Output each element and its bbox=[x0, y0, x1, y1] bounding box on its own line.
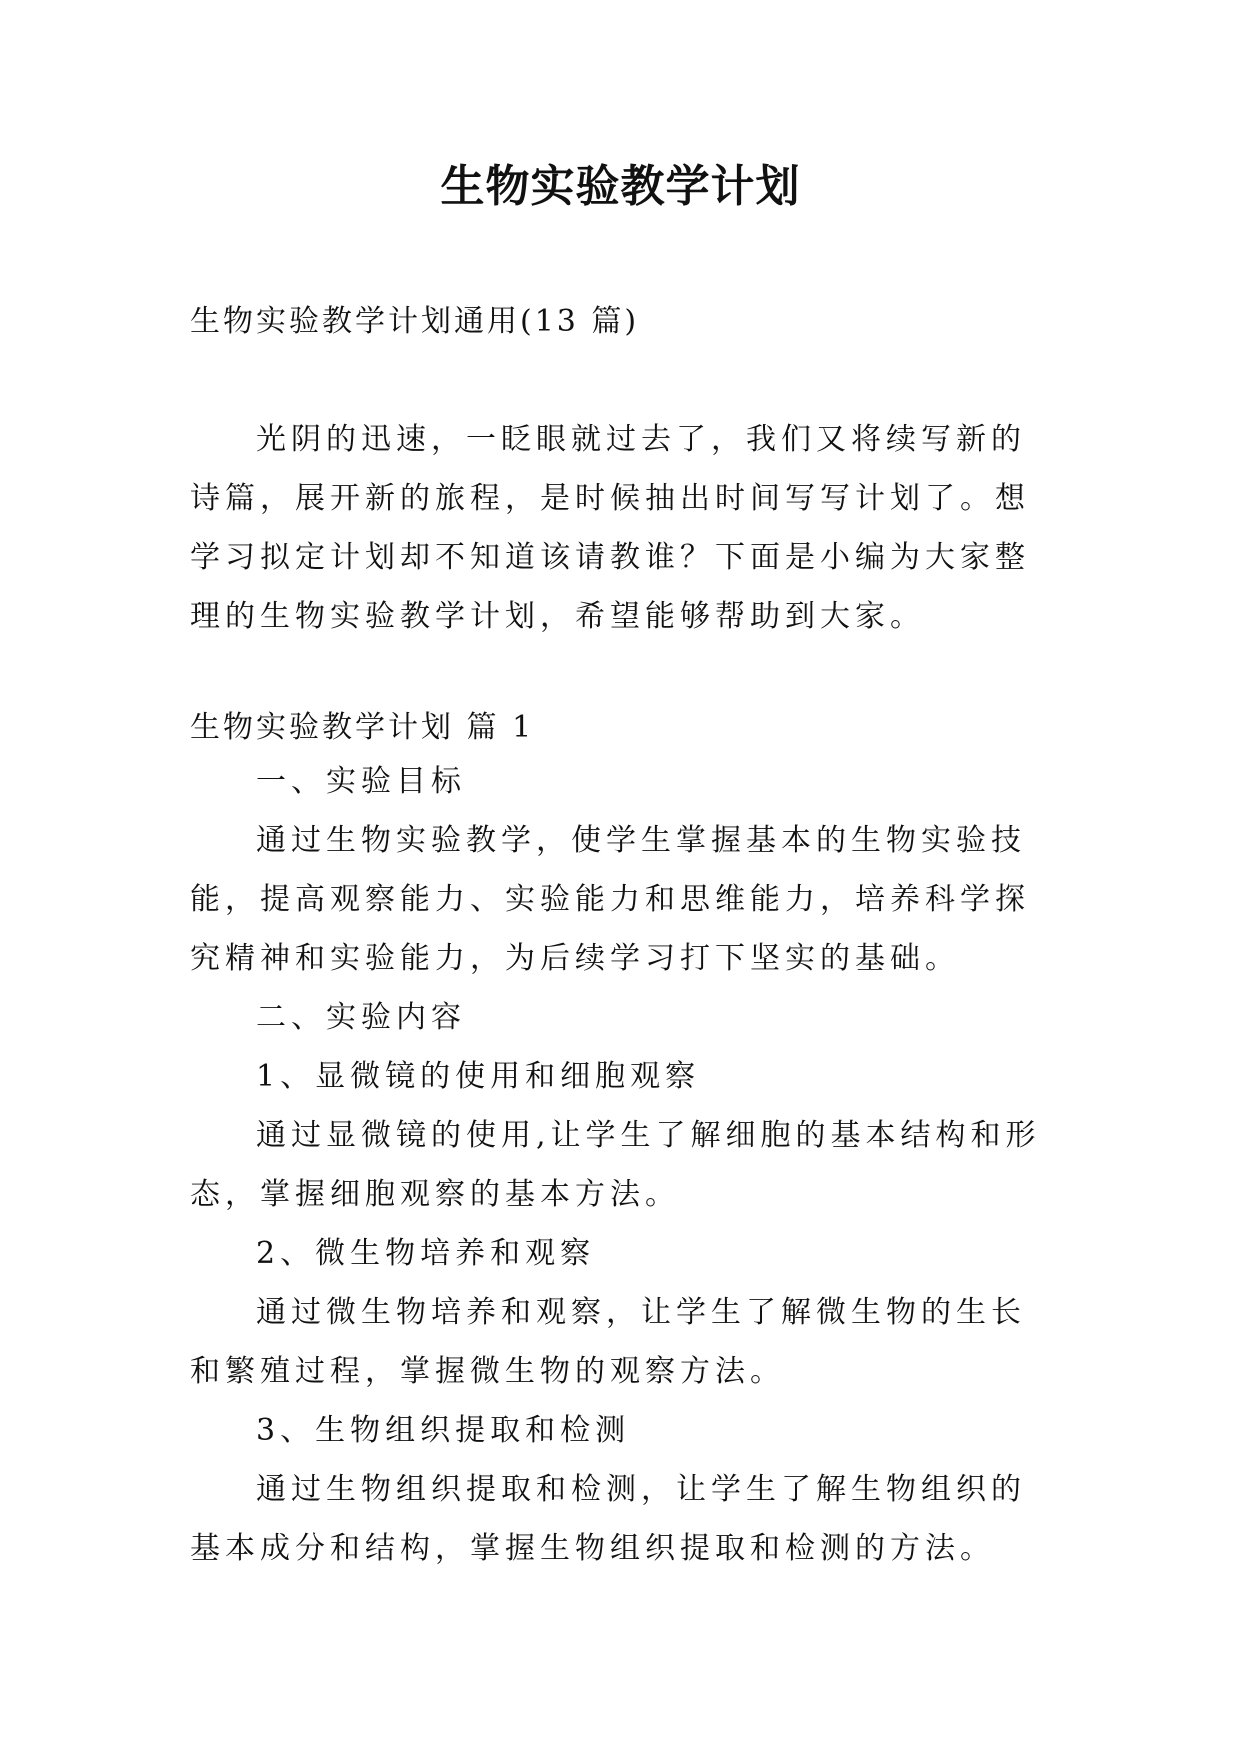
paragraph-tissue-extraction: 通过生物组织提取和检测，让学生了解生物组织的基本成分和结构，掌握生物组织提取和检测的方法。 bbox=[190, 1472, 1026, 1566]
section-heading: 生物实验教学计划 篇 1 bbox=[190, 710, 535, 745]
section-content bbox=[190, 752, 1060, 1578]
paragraph-objectives: 通过生物实验教学，使学生掌握基本的生物实验技能，提高观察能力、实验能力和思维能力，培养科学探究精神和实验能力，为后续学习打下坚实的基础。 bbox=[190, 823, 1030, 976]
item-microscope: 1、显微镜的使用和细胞观察 bbox=[256, 1059, 701, 1094]
heading-objectives: 一、实验目标 bbox=[256, 764, 466, 799]
item-microbe-culture: 2、微生物培养和观察 bbox=[256, 1236, 596, 1271]
item-tissue-extraction: 3、生物组织提取和检测 bbox=[256, 1413, 631, 1448]
paragraph-microscope: 通过显微镜的使用,让学生了解细胞的基本结构和形态，掌握细胞观察的基本方法。 bbox=[190, 1118, 1041, 1212]
paragraph-microbe-culture: 通过微生物培养和观察，让学生了解微生物的生长和繁殖过程，掌握微生物的观察方法。 bbox=[190, 1295, 1026, 1389]
document-subtitle: 生物实验教学计划通用(13 篇) bbox=[190, 304, 640, 339]
heading-content: 二、实验内容 bbox=[256, 1000, 466, 1035]
page-title: 生物实验教学计划 bbox=[440, 161, 801, 212]
intro-paragraph: 光阴的迅速，一眨眼就过去了，我们又将续写新的诗篇，展开新的旅程，是时候抽出时间写写计划了。想学习拟定计划却不知道该请教谁？下面是小编为大家整理的生物实验教学计划，希望能够帮助到大家。 bbox=[190, 422, 1030, 634]
